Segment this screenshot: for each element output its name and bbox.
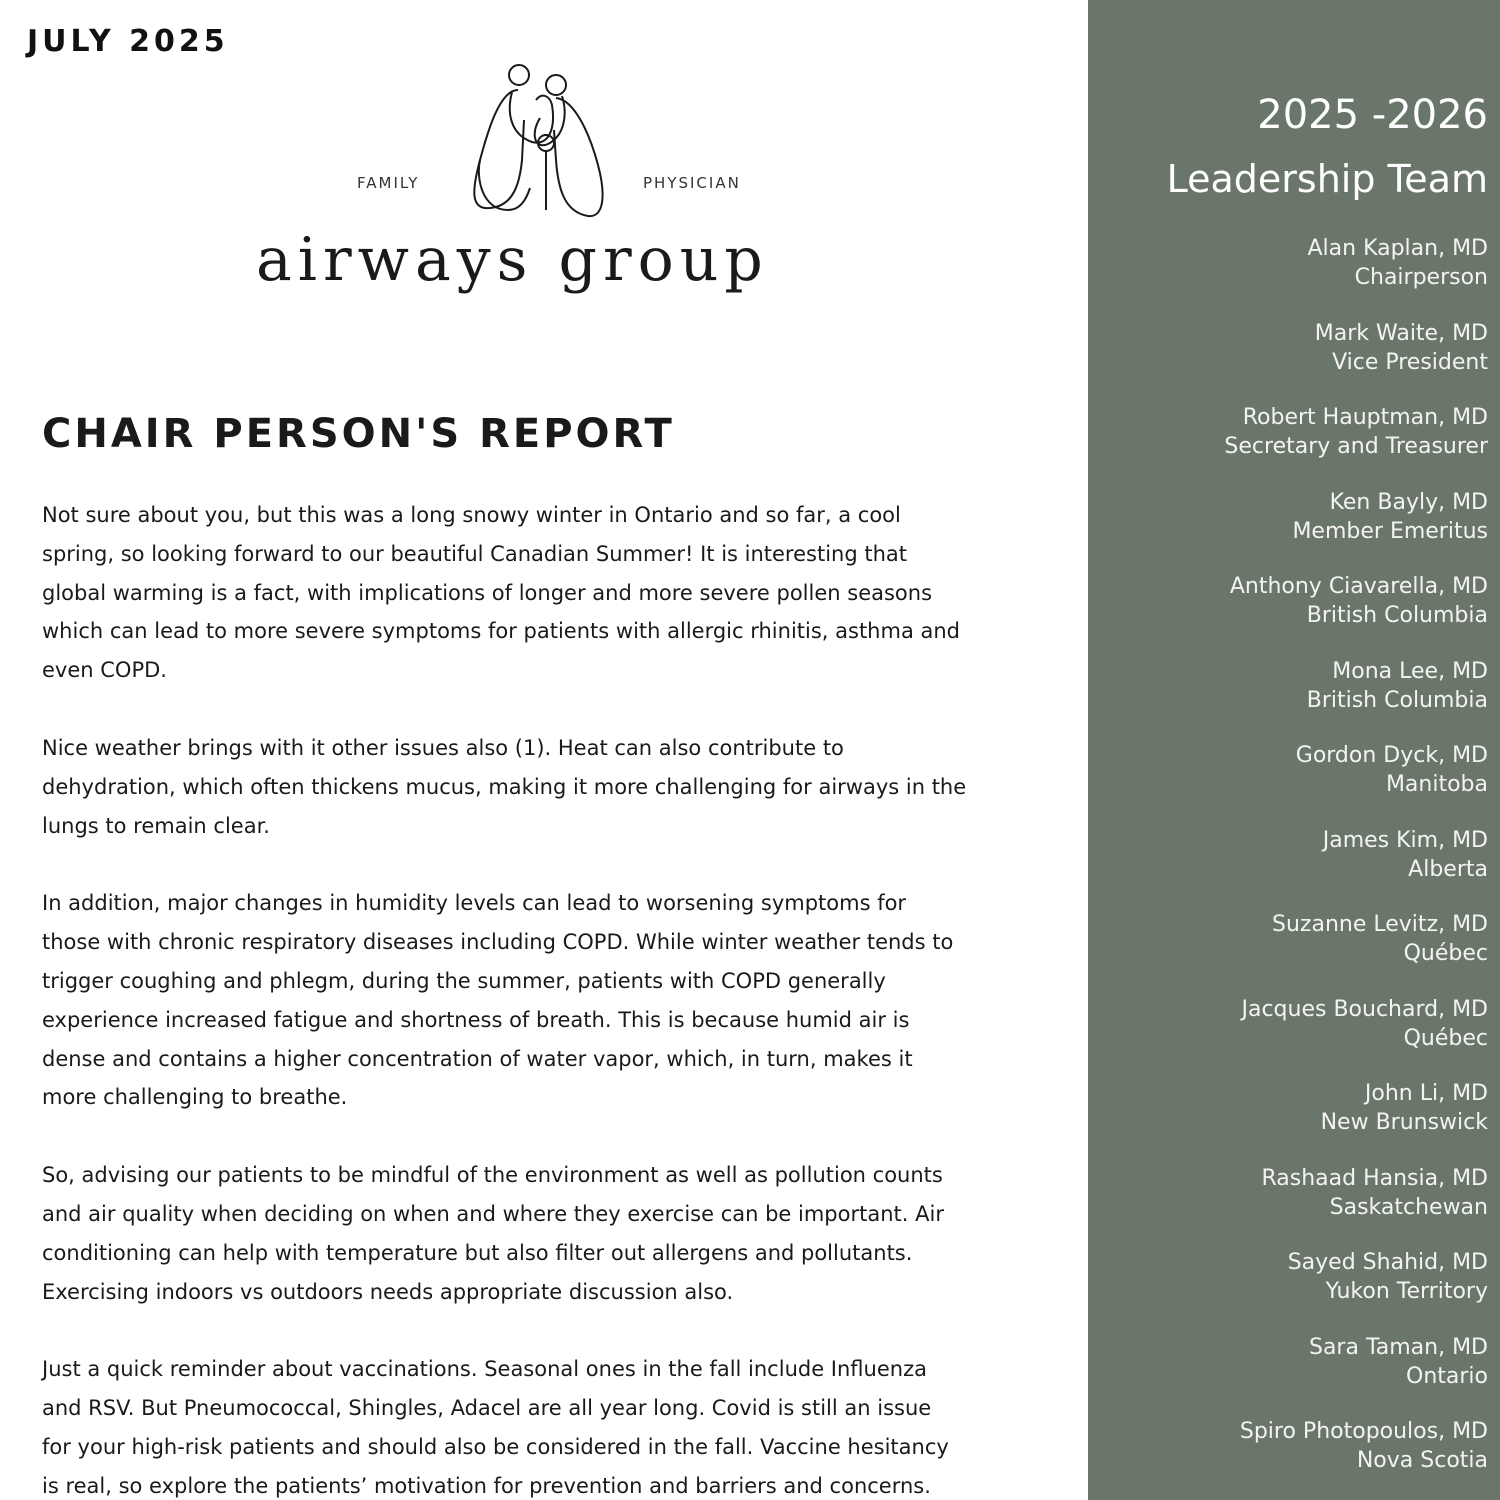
leadership-member xyxy=(1098,826,1488,911)
leadership-member xyxy=(1098,657,1488,742)
member-name: Ken Bayly, MD xyxy=(1329,489,1488,515)
report-paragraph: In addition, major changes in humidity levels can lead to worsening symptoms for those with chronic respiratory diseases including COPD. While winter weather tends to trigger coughing and phlegm, during the summer, patients with COPD generally experience increased fatigue and shortness of breath. This is because humid air is dense and contains a higher concentration of water vapor, which, in turn, makes it more challenging to breathe. xyxy=(42,891,954,1110)
member-role: Saskatchewan xyxy=(1329,1194,1488,1220)
logo-family-text: FAMILY xyxy=(357,174,420,192)
leadership-member xyxy=(1098,1248,1488,1333)
member-role: Member Emeritus xyxy=(1292,518,1488,544)
report-body xyxy=(42,496,1022,1500)
leadership-member xyxy=(1098,1079,1488,1164)
report-paragraph: Nice weather brings with it other issues also (1). Heat can also contribute to dehydration, which often thickens mucus, making it more challenging for airways in the lungs to remain clear. xyxy=(42,735,967,838)
report-paragraph: Just a quick reminder about vaccinations. Seasonal ones in the fall include Influenza and RSV. But Pneumococcal, Shingles, Adacel are all year long. Covid is still an issue for your high-risk patients and should also be considered in the fall. Vaccine hesitancy is real, so explore the patients’ motivation for prevention and barriers and concerns. xyxy=(42,1357,949,1498)
member-name: Anthony Ciavarella, MD xyxy=(1229,574,1488,599)
member-role: Secretary and Treasurer xyxy=(1224,434,1488,459)
member-role: Vice President xyxy=(1332,349,1488,375)
member-role: Québec xyxy=(1403,1025,1488,1051)
member-name: Sara Taman, MD xyxy=(1308,1334,1488,1360)
sidebar-heading: Leadership Team xyxy=(1166,157,1488,201)
report-title: CHAIR PERSON'S REPORT xyxy=(42,411,675,457)
member-name: Alan Kaplan, MD xyxy=(1307,236,1488,261)
member-name: Sayed Shahid, MD xyxy=(1287,1250,1488,1275)
leadership-member xyxy=(1098,488,1488,573)
member-role: Manitoba xyxy=(1385,772,1488,797)
leadership-list xyxy=(1098,234,1488,1500)
member-role: Nova Scotia xyxy=(1356,1448,1488,1473)
member-name: Mona Lee, MD xyxy=(1332,658,1488,684)
leadership-member xyxy=(1098,572,1488,657)
leadership-member xyxy=(1098,234,1488,319)
leadership-member xyxy=(1098,403,1488,488)
logo-wordmark: airways group xyxy=(256,225,769,295)
member-name: Gordon Dyck, MD xyxy=(1295,743,1488,768)
logo-physician-text: PHYSICIAN xyxy=(643,174,741,192)
leadership-member xyxy=(1098,1417,1488,1500)
member-role: British Columbia xyxy=(1306,687,1488,713)
member-role: Yukon Territory xyxy=(1325,1279,1488,1304)
member-role: New Brunswick xyxy=(1320,1110,1488,1135)
member-role: Alberta xyxy=(1408,856,1488,882)
member-role: British Columbia xyxy=(1306,603,1488,628)
sidebar-years: 2025 -2026 xyxy=(1257,92,1488,138)
leadership-member xyxy=(1098,741,1488,826)
report-paragraph: So, advising our patients to be mindful of the environment as well as pollution counts and air quality when deciding on when and where they exercise can be important. Air conditioning can help with temperature but also filter out allergens and pollutants. Exercising indoors vs outdoors needs appropriate discussion also. xyxy=(42,1163,944,1304)
issue-date: JULY 2025 xyxy=(27,24,229,59)
member-name: Robert Hauptman, MD xyxy=(1242,405,1488,430)
leadership-member xyxy=(1098,1333,1488,1418)
member-name: Suzanne Levitz, MD xyxy=(1272,912,1488,937)
leadership-member xyxy=(1098,910,1488,995)
member-role: Chairperson xyxy=(1354,265,1488,290)
member-role: Ontario xyxy=(1406,1363,1488,1389)
leadership-member xyxy=(1098,995,1488,1080)
lungs-family-logo-icon xyxy=(460,60,620,228)
member-role: Québec xyxy=(1403,941,1488,966)
member-name: James Kim, MD xyxy=(1322,827,1488,853)
member-name: Rashaad Hansia, MD xyxy=(1261,1165,1488,1191)
leadership-member xyxy=(1098,1164,1488,1249)
member-name: Spiro Photopoulos, MD xyxy=(1239,1419,1488,1444)
leadership-member xyxy=(1098,319,1488,404)
report-paragraph: Not sure about you, but this was a long snowy winter in Ontario and so far, a cool spring, so looking forward to our beautiful Canadian Summer! It is interesting that global warming is a fact, with implications of longer and more severe pollen seasons which can lead to more severe symptoms for patients with allergic rhinitis, asthma and even COPD. xyxy=(42,503,961,683)
member-name: Jacques Bouchard, MD xyxy=(1241,996,1488,1022)
member-name: Mark Waite, MD xyxy=(1314,320,1488,346)
leadership-sidebar xyxy=(1088,0,1500,1500)
member-name: John Li, MD xyxy=(1364,1081,1488,1106)
